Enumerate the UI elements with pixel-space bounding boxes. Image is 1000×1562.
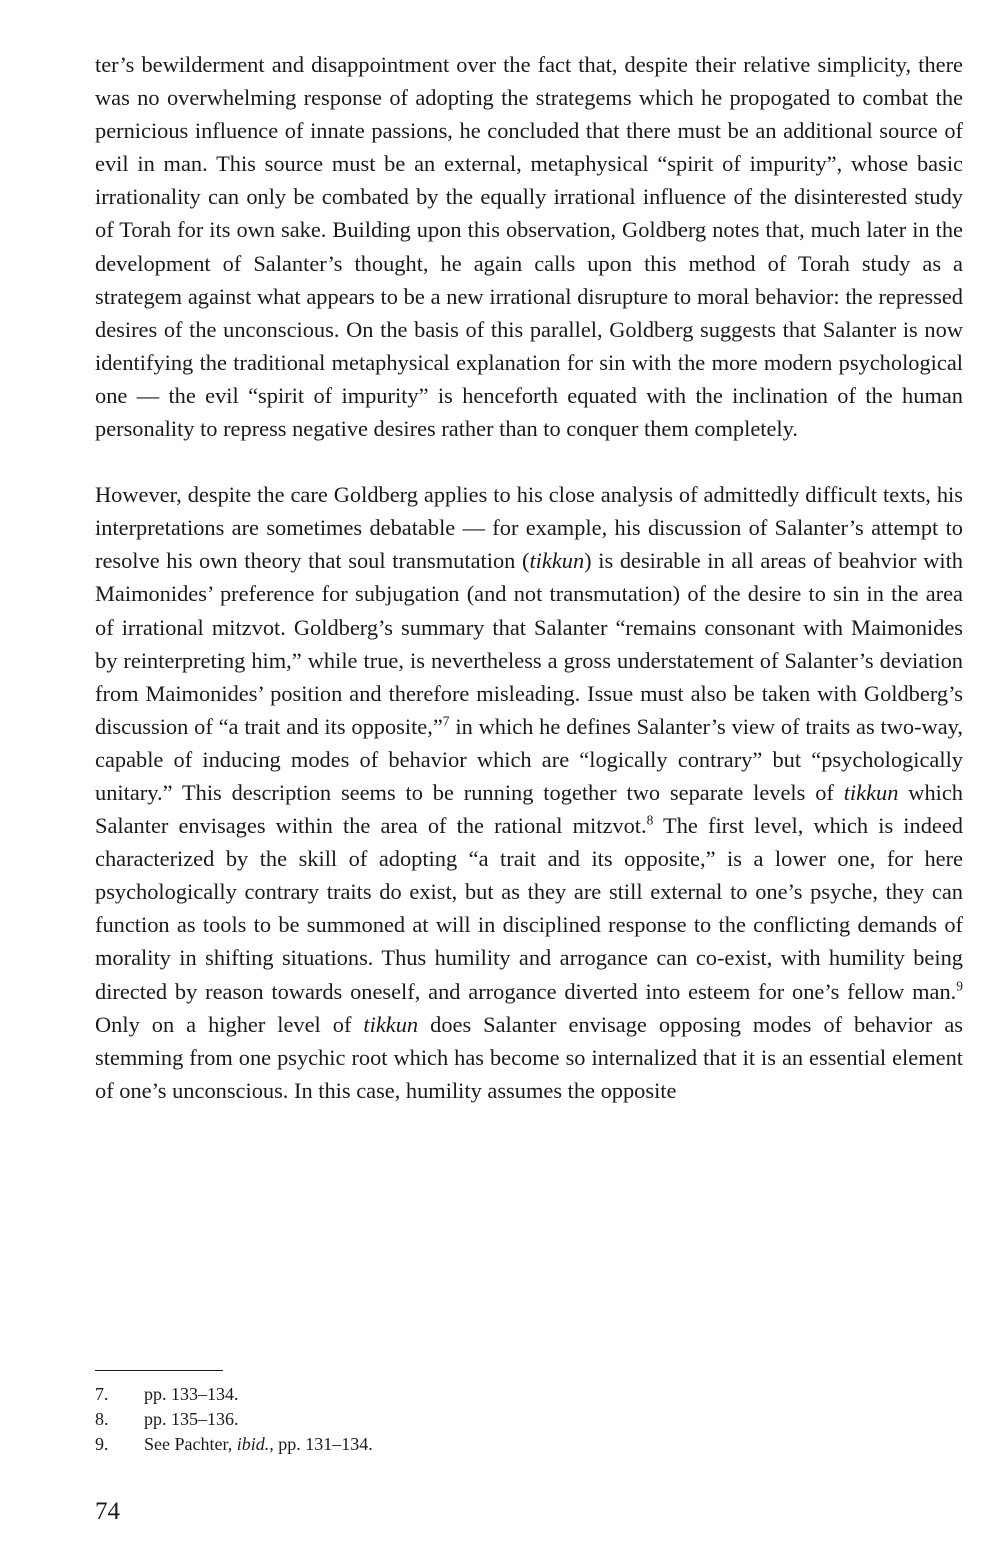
text-run: pp. 135–136. [144,1409,239,1429]
italic-term: tikkun [363,1011,419,1037]
text-run: However, despite the care Goldberg applies to his close analysis of admittedly difficult texts, his interpretations are sometimes debatable — for example, his discussion of Salanter’s attempt to resolve his own theory that soul transmutation ( [95,482,963,574]
text-run: See Pachter, [144,1434,237,1454]
paragraph-2 [95,478,963,1107]
text-run: pp. 131–134. [273,1434,373,1454]
main-text [95,48,963,1107]
text-run: in which he defines Salanter’s view of traits as two-way, capable of inducing modes of behavior which are “logically contrary” but “psychologically unitary.” This description seems to be running together two separate levels of [95,713,963,805]
footnote-number: 7. [95,1384,109,1404]
text-run: does Salanter envisage opposing modes of behavior as stemming from one psychic root which has become so internalized that it is an essential element of one’s unconscious. In this case, humility assumes the opposite [95,1011,963,1103]
paragraph-1 [95,48,963,445]
footnote-ref: 7 [442,713,450,729]
italic-term: ibid., [236,1434,274,1454]
footnote-text [144,1432,373,1457]
text-run: which Salanter envisages within the area of the rational mitzvot. [95,779,963,839]
text-run: Only on a higher level of [95,1011,364,1037]
footnote-ref: 8 [646,812,654,828]
footnote-number: 8. [95,1409,109,1429]
footnote-rule [95,1370,223,1371]
footnote-9 [95,1432,695,1457]
text-run: The first level, which is indeed characterized by the skill of adopting “a trait and its opposite,” is a lower one, for here psychologically contrary traits do exist, but as they are still external to one’s psyche, they can function as tools to be summoned at will in disciplined response to the conflicting demands of morality in shifting situations. Thus humility and arrogance can co-exist, with humility being directed by reason towards oneself, and arrogance diverted into esteem for one’s fellow man. [95,813,963,1004]
text-run: ter’s bewilderment and disappointment over the fact that, despite their relative simplicity, there was no overwhelming response of adopting the strategems which he propogated to combat the pernicious influence of innate passions, he concluded that there must be an additional source of evil in man. This source must be an external, metaphysical “spirit of impurity”, whose basic irrationality can only be combated by the equally irrational influence of the disinterested study of Torah for its own sake. Building upon this observation, Goldberg notes that, much later in the development of Salanter’s thought, he again calls upon this method of Torah study as a strategem against what appears to be a new irrational disrupture to moral behavior: the repressed desires of the unconscious. On the basis of this parallel, Goldberg suggests that Salanter is now identifying the traditional metaphysical explanation for sin with the more modern psychological one — the evil “spirit of impurity” is henceforth equated with the inclination of the human personality to repress negative desires rather than to conquer them completely. [95,52,963,442]
italic-term: tikkun [843,779,899,805]
footnote-8 [95,1407,695,1432]
footnote-text [144,1382,239,1407]
footnotes [95,1370,695,1457]
page-number: 74 [95,1498,120,1525]
italic-term: tikkun [529,548,585,574]
footnote-ref: 9 [956,978,963,994]
text-run: ) is desirable in all areas of beahvior with Maimonides’ preference for subjugation (and not transmutation) of the desire to sin in the area of irrational mitzvot. Goldberg’s summary that Salanter “remains consonant with Maimonides by reinterpreting him,” while true, is nevertheless a gross understatement of Salanter’s deviation from Maimonides’ position and therefore misleading. Issue must also be taken with Goldberg’s discussion of “a trait and its opposite,” [95,548,963,739]
footnote-number: 9. [95,1434,109,1454]
text-run: pp. 133–134. [144,1384,239,1404]
footnote-7 [95,1382,695,1407]
footnote-text [144,1407,239,1432]
